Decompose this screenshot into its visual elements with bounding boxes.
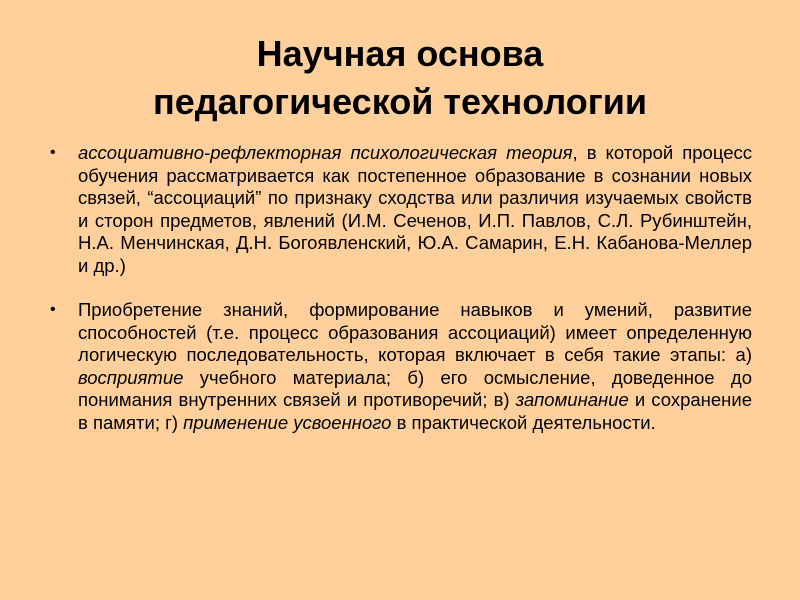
bullet-list — [50, 142, 753, 434]
stages-text-3: и сохранение в памяти; г) — [78, 389, 753, 433]
bullet-item-theory — [50, 142, 752, 277]
stages-text-2: учебного материала; б) его осмысление, доведенное до понимания внутренних связей и противоречий; в) — [78, 366, 752, 410]
theory-description: , в которой процесс обучения рассматривается как постепенное образование в сознании новых связей, “ассоциаций” по признаку сходства или различия изучаемых свойств и сторон предметов, явлений (И.М. Сеченов, И.П. Павлов, С.Л. Рубинштейн, Н.А. Менчинская, Д.Н. Богоявленский, Ю.А. Самарин, Е.Н. Кабанова-Меллер и др.) — [78, 142, 752, 276]
stages-text-4: в практической деятельности. — [391, 411, 656, 433]
stage-memorization: запоминание — [515, 389, 629, 410]
bullet-item-stages — [50, 299, 753, 434]
theory-name: ассоциативно-рефлекторная психологическая теория — [78, 142, 573, 163]
slide-title — [40, 30, 760, 126]
bullet-dot-icon: • — [50, 301, 56, 318]
title-line-1: Научная основа — [256, 33, 544, 74]
stage-application: применение усвоенного — [183, 411, 392, 433]
title-line-2: педагогической технологии — [152, 81, 648, 122]
stages-text-1: Приобретение знаний, формирование навыков и умений, развитие способностей (т.е. процесс образования ассоциаций) имеет определенную логическую последовательность, которая включает в себя такие этапы: а) — [78, 299, 752, 365]
bullet-dot-icon: • — [50, 144, 56, 161]
stage-perception: восприятие — [78, 366, 184, 388]
